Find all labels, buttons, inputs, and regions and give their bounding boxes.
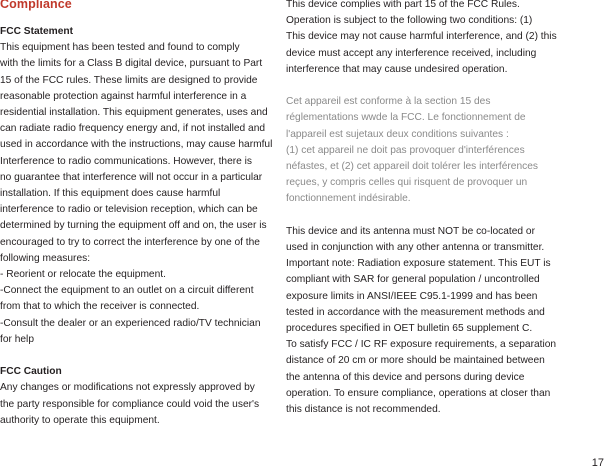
fcc-caution-heading: FCC Caution bbox=[0, 366, 62, 378]
text-line: This device complies with part 15 of the FCC Rules. bbox=[286, 0, 520, 10]
text-line: determined by turning the equipment off and on, the user is bbox=[0, 220, 267, 232]
text-line: exposure limits in ANSI/IEEE C95.1-1999 and has been bbox=[286, 290, 538, 302]
text-line: procedures specified in OET bulletin 65 supplement C. bbox=[286, 323, 533, 335]
right-column bbox=[286, 0, 557, 418]
text-line: Any changes or modifications not expressly approved by bbox=[0, 382, 255, 394]
spacer bbox=[286, 78, 554, 94]
text-line: Important note: Radiation exposure statement. This EUT is bbox=[286, 258, 551, 270]
text-line: néfastes, et (2) cet appareil doit tolérer les interférences bbox=[286, 161, 538, 173]
text-line: To satisfy FCC / IC RF exposure requirements, a separation bbox=[286, 339, 557, 351]
text-line: (1) cet appareil ne doit pas provoquer d'interférences bbox=[286, 144, 525, 156]
fcc-caution-body bbox=[0, 380, 275, 429]
text-line: -Connect the equipment to an outlet on a circuit different bbox=[0, 285, 254, 297]
text-line: - Reorient or relocate the equipment. bbox=[0, 269, 166, 281]
text-line: operation. To ensure compliance, operations at closer than bbox=[286, 387, 551, 399]
page-title: Compliance bbox=[0, 0, 72, 11]
fcc-statement-body bbox=[0, 40, 275, 348]
text-line: fonctionnement indésirable. bbox=[286, 193, 411, 205]
text-line: this distance is not recommended. bbox=[286, 404, 441, 416]
text-line: Interference to radio communications. However, there is bbox=[0, 155, 252, 167]
text-line: following measures: bbox=[0, 252, 91, 264]
text-line: encouraged to try to correct the interference by one of the bbox=[0, 236, 260, 248]
text-line: réglementations wwde la FCC. Le fonctionnement de bbox=[286, 112, 526, 124]
spacer bbox=[0, 348, 275, 364]
text-line: This equipment has been tested and found to comply bbox=[0, 42, 240, 54]
text-line: reçues, y compris celles qui risquent de provoquer un bbox=[286, 177, 528, 189]
text-line: authority to operate this equipment. bbox=[0, 414, 160, 426]
text-line: from that to which the receiver is connected. bbox=[0, 301, 200, 313]
text-line: no guarantee that interference will not occur in a particular bbox=[0, 171, 263, 183]
text-line: with the limits for a Class B digital device, pursuant to Part bbox=[0, 58, 263, 70]
text-line: for help bbox=[0, 333, 34, 345]
page-number: 17 bbox=[591, 457, 604, 469]
text-line: installation. If this equipment does cause harmful bbox=[0, 188, 221, 200]
fcc-statement-heading: FCC Statement bbox=[0, 26, 74, 37]
text-line: interference to radio or television reception, which can be bbox=[0, 204, 258, 216]
text-line: can radiate radio frequency energy and, if not installed and bbox=[0, 123, 266, 135]
text-line: This device may not cause harmful interference, and (2) this bbox=[286, 31, 557, 43]
text-line: the antenna of this device and persons during device bbox=[286, 371, 525, 383]
text-line: Operation is subject to the following two conditions: (1) bbox=[286, 15, 533, 27]
text-line: used in conjunction with any other antenna or transmitter. bbox=[286, 242, 545, 254]
text-line: device must accept any interference received, including bbox=[286, 47, 537, 59]
spacer bbox=[286, 208, 554, 224]
text-line: l'appareil est sujetaux deux conditions suivantes : bbox=[286, 128, 509, 140]
text-line: used in accordance with the instructions, may cause harmful bbox=[0, 139, 273, 151]
text-line: reasonable protection against harmful interference in a bbox=[0, 90, 247, 102]
text-line: residential installation. This equipment generates, uses and bbox=[0, 107, 268, 119]
text-line: compliant with SAR for general population / uncontrolled bbox=[286, 274, 540, 286]
left-column bbox=[0, 24, 275, 429]
text-line: tested in accordance with the measurement methods and bbox=[286, 306, 545, 318]
text-line: Cet appareil est conforme à la section 15 des bbox=[286, 96, 491, 108]
text-line: -Consult the dealer or an experienced radio/TV technician bbox=[0, 317, 261, 329]
text-line: This device and its antenna must NOT be co-located or bbox=[286, 225, 535, 237]
antenna-paragraph bbox=[286, 224, 557, 418]
text-line: 15 of the FCC rules. These limits are designed to provide bbox=[0, 74, 258, 86]
text-line: interference that may cause undesired operation. bbox=[286, 63, 508, 75]
part15-paragraph bbox=[286, 0, 557, 78]
text-line: distance of 20 cm or more should be maintained between bbox=[286, 355, 545, 367]
french-paragraph bbox=[286, 94, 554, 207]
text-line: the party responsible for compliance could void the user's bbox=[0, 398, 260, 410]
